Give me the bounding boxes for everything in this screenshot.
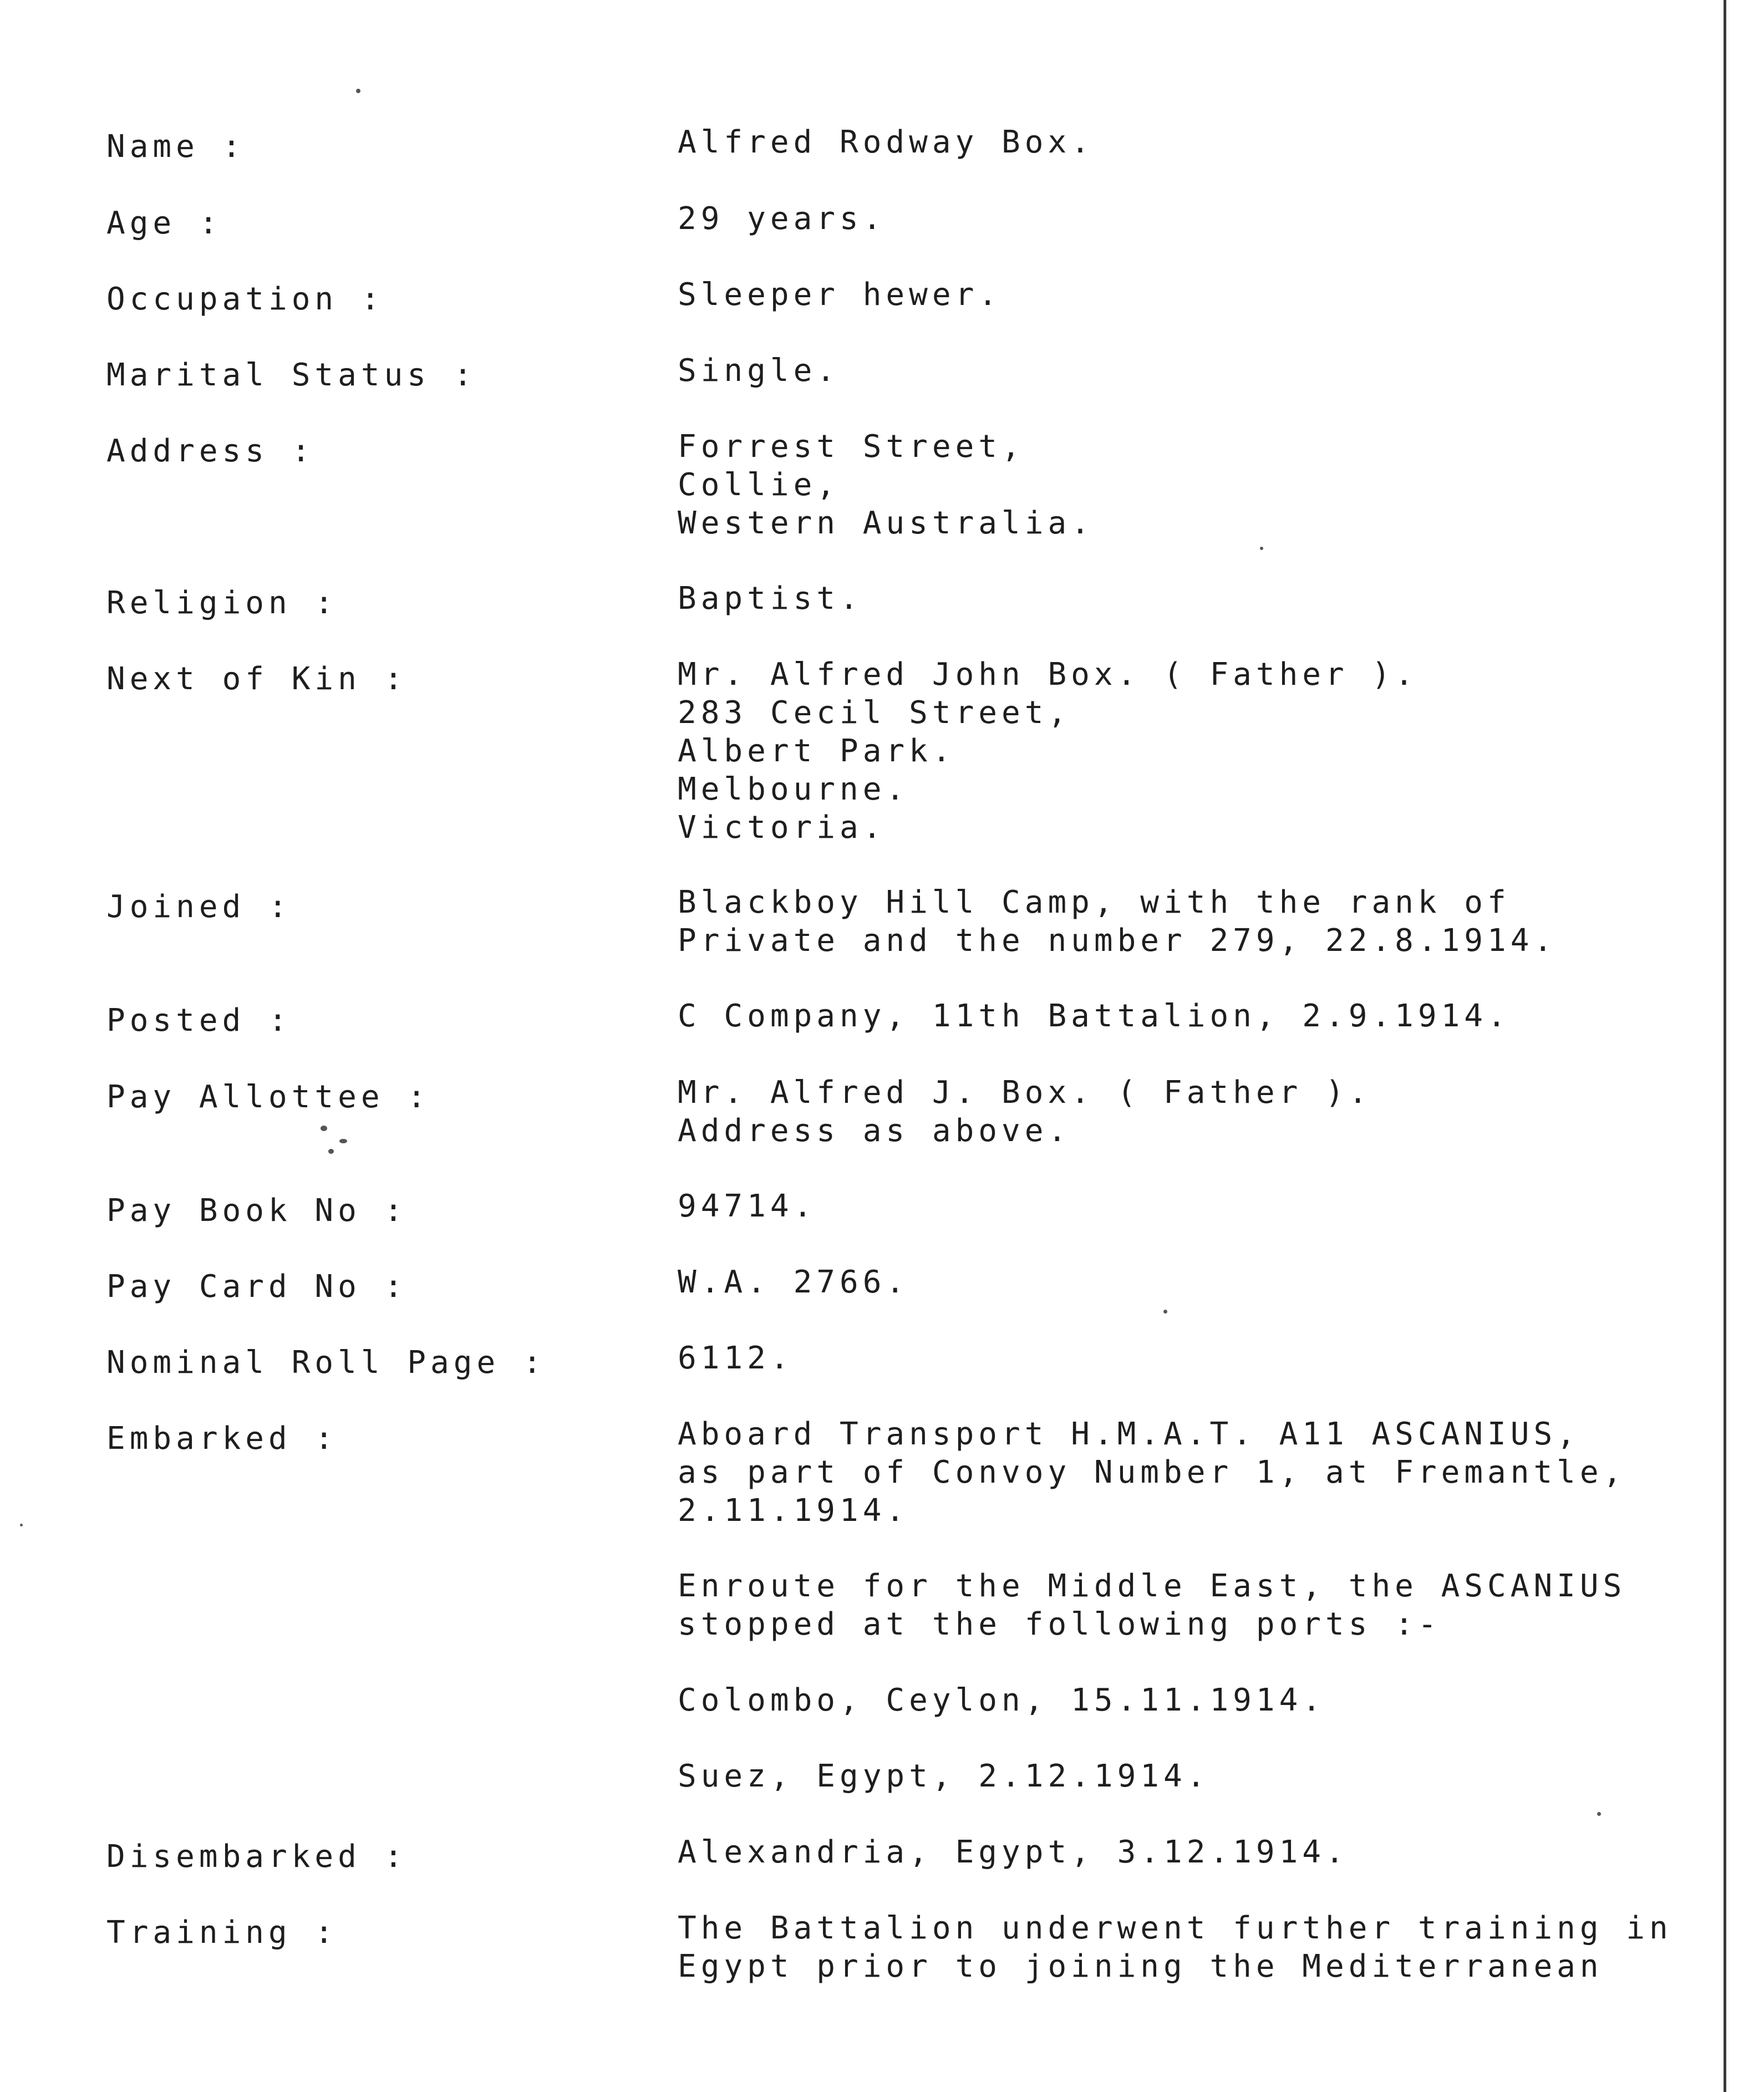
field-label: Nominal Roll Page : xyxy=(106,1345,546,1381)
value-line: Aboard Transport H.M.A.T. A11 ASCANIUS, xyxy=(678,1416,1580,1452)
field-value xyxy=(678,352,1720,390)
field-value xyxy=(678,200,1720,238)
field-label: Marital Status : xyxy=(106,357,477,393)
value-line: Egypt prior to joining the Mediterranean xyxy=(678,1948,1603,1984)
value-line: Address as above. xyxy=(678,1113,1071,1149)
scan-speck xyxy=(328,1149,334,1154)
value-line: Sleeper hewer. xyxy=(678,277,1002,313)
value-line: Melbourne. xyxy=(678,771,909,807)
field-label: Training : xyxy=(106,1915,338,1951)
field-label: Name : xyxy=(106,129,246,165)
value-line: as part of Convoy Number 1, at Fremantle, xyxy=(678,1454,1626,1490)
field-value xyxy=(678,1567,1720,1643)
value-line: Alexandria, Egypt, 3.12.1914. xyxy=(678,1834,1349,1870)
value-line: 29 years. xyxy=(678,201,886,237)
value-line: W.A. 2766. xyxy=(678,1264,909,1300)
value-line: Private and the number 279, 22.8.1914. xyxy=(678,923,1557,959)
field-label: Age : xyxy=(106,205,222,241)
value-line: Albert Park. xyxy=(678,733,955,769)
scan-speck xyxy=(20,1524,23,1526)
field-value xyxy=(678,997,1720,1035)
value-line: Enroute for the Middle East, the ASCANIUS xyxy=(678,1568,1626,1604)
field-value xyxy=(678,1833,1720,1871)
field-label: Disembarked : xyxy=(106,1839,408,1875)
field-value xyxy=(678,276,1720,314)
field-label: Pay Book No : xyxy=(106,1193,408,1229)
field-label: Occupation : xyxy=(106,281,384,317)
value-line: Mr. Alfred John Box. ( Father ). xyxy=(678,656,1418,693)
value-line: Suez, Egypt, 2.12.1914. xyxy=(678,1758,1210,1794)
value-line: 6112. xyxy=(678,1340,794,1376)
scan-speck xyxy=(1597,1812,1601,1816)
scan-speck xyxy=(321,1126,327,1131)
field-value xyxy=(678,1757,1720,1795)
value-line: Baptist. xyxy=(678,581,863,617)
field-label: Embarked : xyxy=(106,1421,338,1457)
field-label: Joined : xyxy=(106,889,292,925)
value-line: C Company, 11th Battalion, 2.9.1914. xyxy=(678,998,1511,1034)
scan-speck xyxy=(339,1139,347,1143)
field-label: Next of Kin : xyxy=(106,661,408,697)
field-value xyxy=(678,1187,1720,1225)
scan-speck xyxy=(356,89,360,93)
field-label: Pay Card No : xyxy=(106,1269,408,1305)
value-line: Western Australia. xyxy=(678,505,1094,541)
value-line: Colombo, Ceylon, 15.11.1914. xyxy=(678,1682,1326,1718)
value-line: Mr. Alfred J. Box. ( Father ). xyxy=(678,1075,1372,1111)
value-line: Victoria. xyxy=(678,810,886,846)
field-label: Religion : xyxy=(106,585,338,621)
scan-speck xyxy=(1163,1310,1167,1314)
field-value xyxy=(678,883,1720,960)
value-line: Collie, xyxy=(678,467,840,503)
field-value xyxy=(678,427,1720,542)
value-line: 94714. xyxy=(678,1188,817,1224)
field-value xyxy=(678,1263,1720,1301)
value-line: 2.11.1914. xyxy=(678,1493,909,1529)
field-value xyxy=(678,1681,1720,1719)
scan-speck xyxy=(1260,547,1263,550)
field-value xyxy=(678,579,1720,618)
field-label: Address : xyxy=(106,433,315,469)
value-line: Blackboy Hill Camp, with the rank of xyxy=(678,884,1511,920)
value-line: The Battalion underwent further training in xyxy=(678,1910,1673,1946)
field-value xyxy=(678,123,1720,161)
field-value xyxy=(678,655,1720,847)
field-value xyxy=(678,1415,1720,1530)
field-value xyxy=(678,1909,1720,1986)
value-line: Alfred Rodway Box. xyxy=(678,124,1094,160)
field-label: Posted : xyxy=(106,1002,292,1039)
value-line: 283 Cecil Street, xyxy=(678,695,1071,731)
field-value xyxy=(678,1339,1720,1377)
value-line: stopped at the following ports :- xyxy=(678,1606,1441,1642)
field-label: Pay Allottee : xyxy=(106,1079,431,1115)
page-edge xyxy=(1724,0,1726,2092)
value-line: Forrest Street, xyxy=(678,429,1025,465)
field-value xyxy=(678,1073,1720,1150)
value-line: Single. xyxy=(678,353,840,389)
